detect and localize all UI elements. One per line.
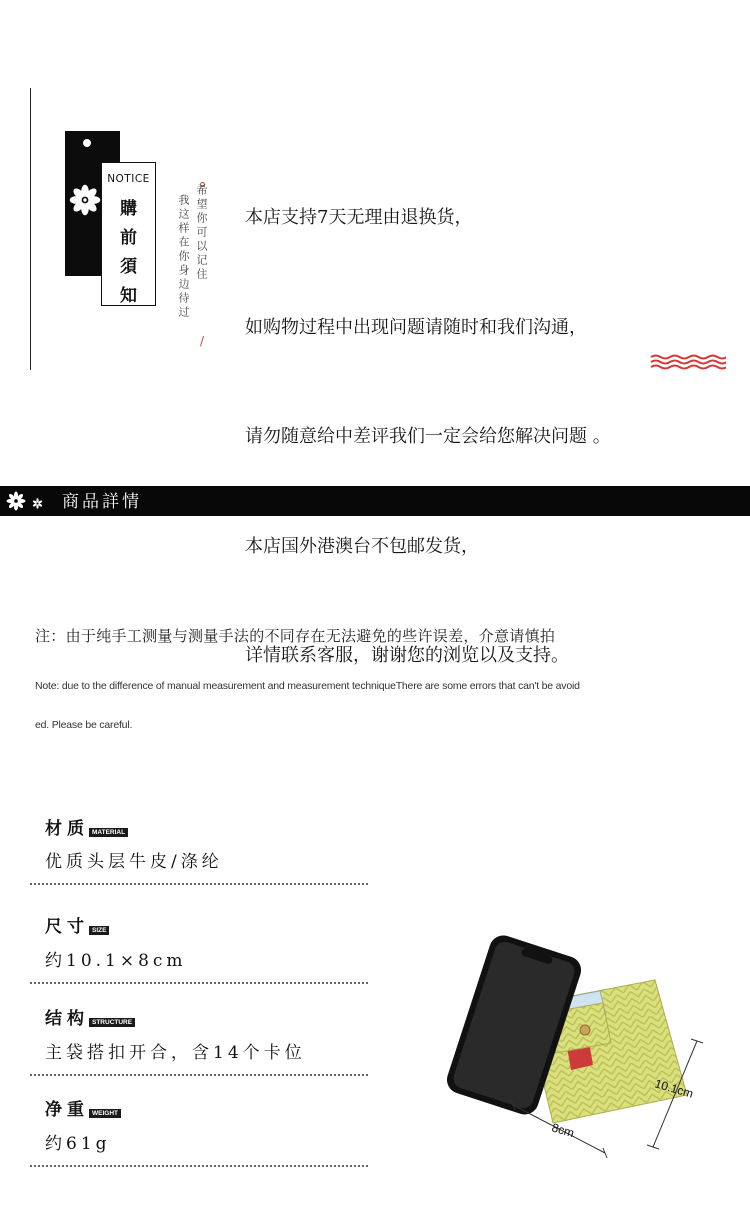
- spec-tag: SIZE: [89, 926, 109, 935]
- tag-hole: [83, 139, 91, 147]
- spec-value-material: 优质头层牛皮/涤纶: [45, 852, 223, 872]
- spec-value-structure: 主袋搭扣开合，含14个卡位: [45, 1043, 306, 1063]
- flower-icon: [6, 491, 26, 511]
- notice-tag-title-char: 須: [120, 257, 137, 277]
- notice-tag-title-char: 購: [120, 199, 137, 219]
- notice-line: 详情联系客服，谢谢您的浏览以及支持。: [245, 645, 569, 666]
- red-slash-mark: /: [200, 334, 205, 348]
- spec-label-weight: [45, 1099, 121, 1125]
- spec-value-size: 约10.1×8cm: [45, 951, 187, 971]
- spec-label-text: 净重: [45, 1100, 89, 1120]
- measurement-note-en-line2: ed. Please be careful.: [35, 719, 133, 731]
- spec-label-size: [45, 916, 109, 942]
- red-wave-decoration: [650, 353, 726, 371]
- side-vertical-text-2: 希望你可以记住: [195, 184, 208, 282]
- spec-label-text: 材质: [45, 819, 89, 839]
- spec-label-material: [45, 818, 128, 844]
- product-image: [425, 935, 725, 1160]
- spec-tag: STRUCTURE: [89, 1018, 135, 1027]
- spec-tag: MATERIAL: [89, 828, 128, 837]
- height-dimension-label: 10.1cm: [653, 1076, 695, 1101]
- dotted-divider: [30, 982, 368, 984]
- section-title: 商品詳情: [62, 492, 142, 512]
- spec-label-structure: [45, 1008, 135, 1034]
- side-vertical-text-1: 我这样在你身边待过: [177, 194, 190, 320]
- notice-tag-title-char: 知: [120, 286, 137, 306]
- flower-icon: [68, 183, 102, 217]
- divider-line: [30, 88, 31, 370]
- spec-label-text: 尺寸: [45, 917, 89, 937]
- width-dimension-label: 8cm: [550, 1120, 576, 1141]
- notice-line: 请勿随意给中差评我们一定会给您解决问题 。: [245, 426, 611, 447]
- notice-tag-word: NOTICE: [107, 173, 150, 185]
- notice-line: 本店支持7天无理由退换货，: [245, 207, 473, 228]
- notice-tag-title-char: 前: [120, 228, 137, 248]
- measurement-note-cn: 注：由于纯手工测量与测量手法的不同存在无法避免的些许误差，介意请慎拍: [35, 627, 556, 645]
- measurement-note-en-line1: Note: due to the difference of manual measurement and measurement techniqueThere are some errors that can't be avoid: [35, 680, 580, 692]
- spec-label-text: 结构: [45, 1009, 89, 1029]
- spec-value-weight: 约61g: [45, 1134, 111, 1154]
- dotted-divider: [30, 1165, 368, 1167]
- spec-tag: WEIGHT: [89, 1109, 121, 1118]
- notice-line: 本店国外港澳台不包邮发货，: [245, 535, 479, 557]
- notice-tag-title: [101, 195, 156, 311]
- notice-line: 如购物过程中出现问题请随时和我们沟通，: [245, 316, 587, 338]
- dotted-divider: [30, 883, 368, 885]
- small-flower-icon: [32, 498, 43, 509]
- dotted-divider: [30, 1074, 368, 1076]
- notice-text: [245, 127, 611, 711]
